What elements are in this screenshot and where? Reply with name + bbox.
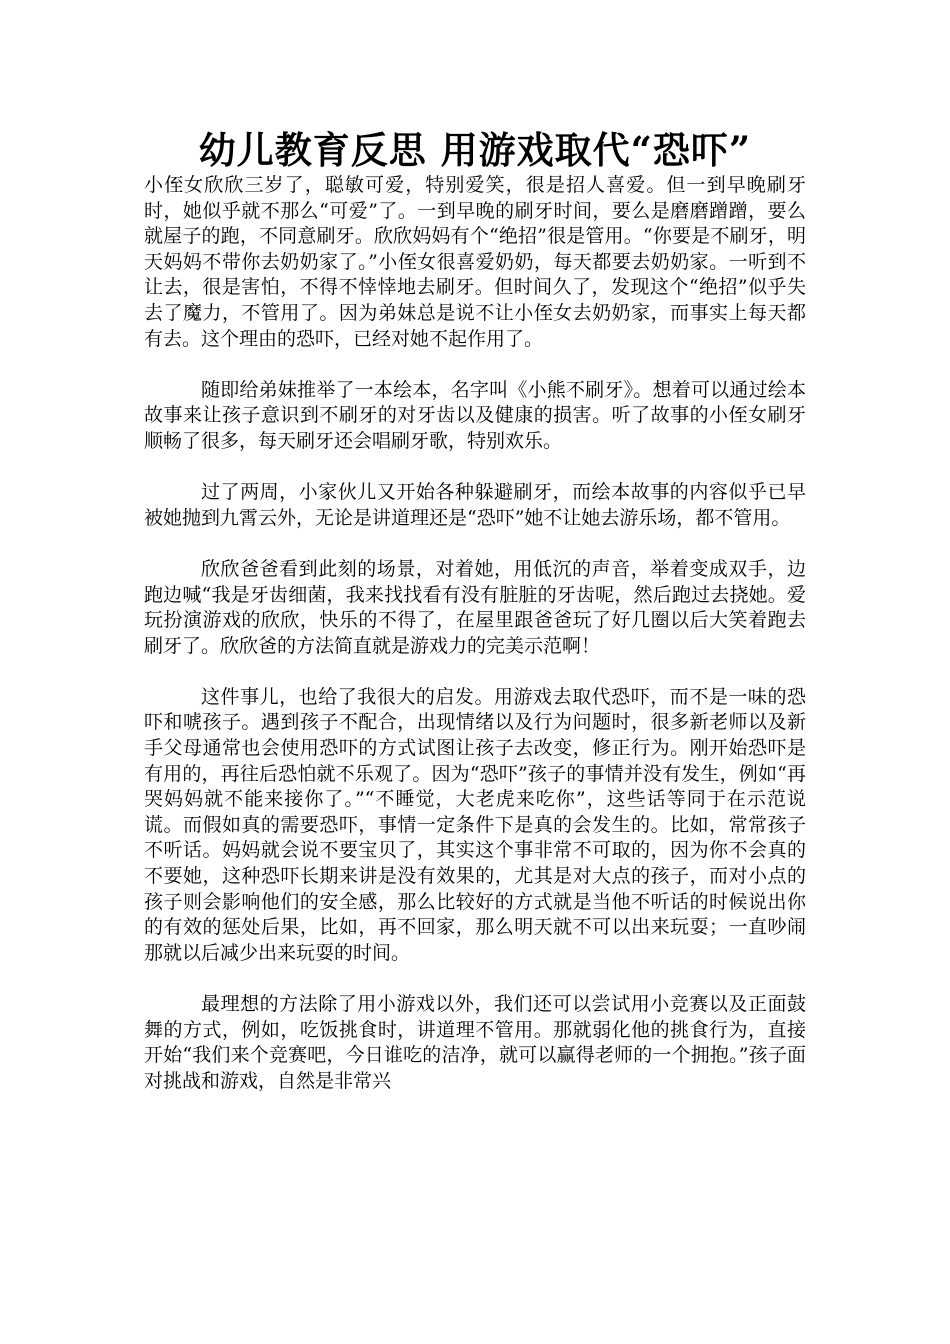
paragraph-6: 最理想的方法除了用小游戏以外，我们还可以尝试用小竞赛以及正面鼓舞的方式，例如，吃饭挑食时，讲道理不管用。那就弱化他的挑食行为，直接开始“我们来个竞赛吧，今日谁吃的洁净，就可以赢得老师的一个拥抱。”孩子面对挑战和游戏，自然是非常兴: [144, 993, 806, 1092]
paragraph-3: 过了两周，小家伙儿又开始各种躲避刷牙，而绘本故事的内容似乎已早被她抛到九霄云外，无论是讲道理还是“恐吓”她不让她去游乐场，都不管用。: [144, 481, 806, 529]
document-title: 幼儿教育反思 用游戏取代“恐吓”: [198, 128, 752, 172]
paragraph-4: 欣欣爸爸看到此刻的场景，对着她，用低沉的声音，举着变成双手，边跑边喊“我是牙齿细菌，我来找找看有没有脏脏的牙齿呢，然后跑过去挠她。爱玩扮演游戏的欣欣，快乐的不得了，在屋里跟爸爸玩了好几圈以后大笑着跑去刷牙了。欣欣爸的方法简直就是游戏力的完美示范啊！: [144, 557, 806, 657]
paragraph-5: 这件事儿，也给了我很大的启发。用游戏去取代恐吓，而不是一味的恐吓和唬孩子。遇到孩子不配合，出现情绪以及行为问题时，很多新老师以及新手父母通常也会使用恐吓的方式试图让孩子去改变，修正行为。刚开始恐吓是有用的，再往后恐怕就不乐观了。因为“恐吓”孩子的事情并没有发生，例如“再哭妈妈就不能来接你了。”“不睡觉，大老虎来吃你”，这些话等同于在示范说谎。而假如真的需要恐吓，事情一定条件下是真的会发生的。比如，常常孩子不听话。妈妈就会说不要宝贝了，其实这个事非常不可取的，因为你不会真的不要她，这种恐吓长期来讲是没有效果的，尤其是对大点的孩子，而对小点的孩子则会影响他们的安全感，那么比较好的方式就是当他不听话的时候说出你的有效的惩处后果，比如，再不回家，那么明天就不可以出来玩耍；一直吵闹那就以后减少出来玩耍的时间。: [144, 685, 806, 964]
document-body: [144, 173, 806, 1094]
paragraph-2: 随即给弟妹推举了一本绘本，名字叫《小熊不刷牙》。想着可以通过绘本故事来让孩子意识到不刷牙的对牙齿以及健康的损害。听了故事的小侄女刷牙顺畅了很多，每天刷牙还会唱刷牙歌，特别欢乐。: [144, 378, 806, 452]
paragraph-1: 小侄女欣欣三岁了，聪敏可爱，特别爱笑，很是招人喜爱。但一到早晚刷牙时，她似乎就不那么“可爱”了。一到早晚的刷牙时间，要么是磨磨蹭蹭，要么就屋子的跑，不同意刷牙。欣欣妈妈有个“绝招”很是管用。“你要是不刷牙，明天妈妈不带你去奶奶家了。”小侄女很喜爱奶奶，每天都要去奶奶家。一听到不让去，很是害怕，不得不悻悻地去刷牙。但时间久了，发现这个“绝招”似乎失去了魔力，不管用了。因为弟妹总是说不让小侄女去奶奶家，而事实上每天都有去。这个理由的恐吓，已经对她不起作用了。: [144, 174, 806, 350]
